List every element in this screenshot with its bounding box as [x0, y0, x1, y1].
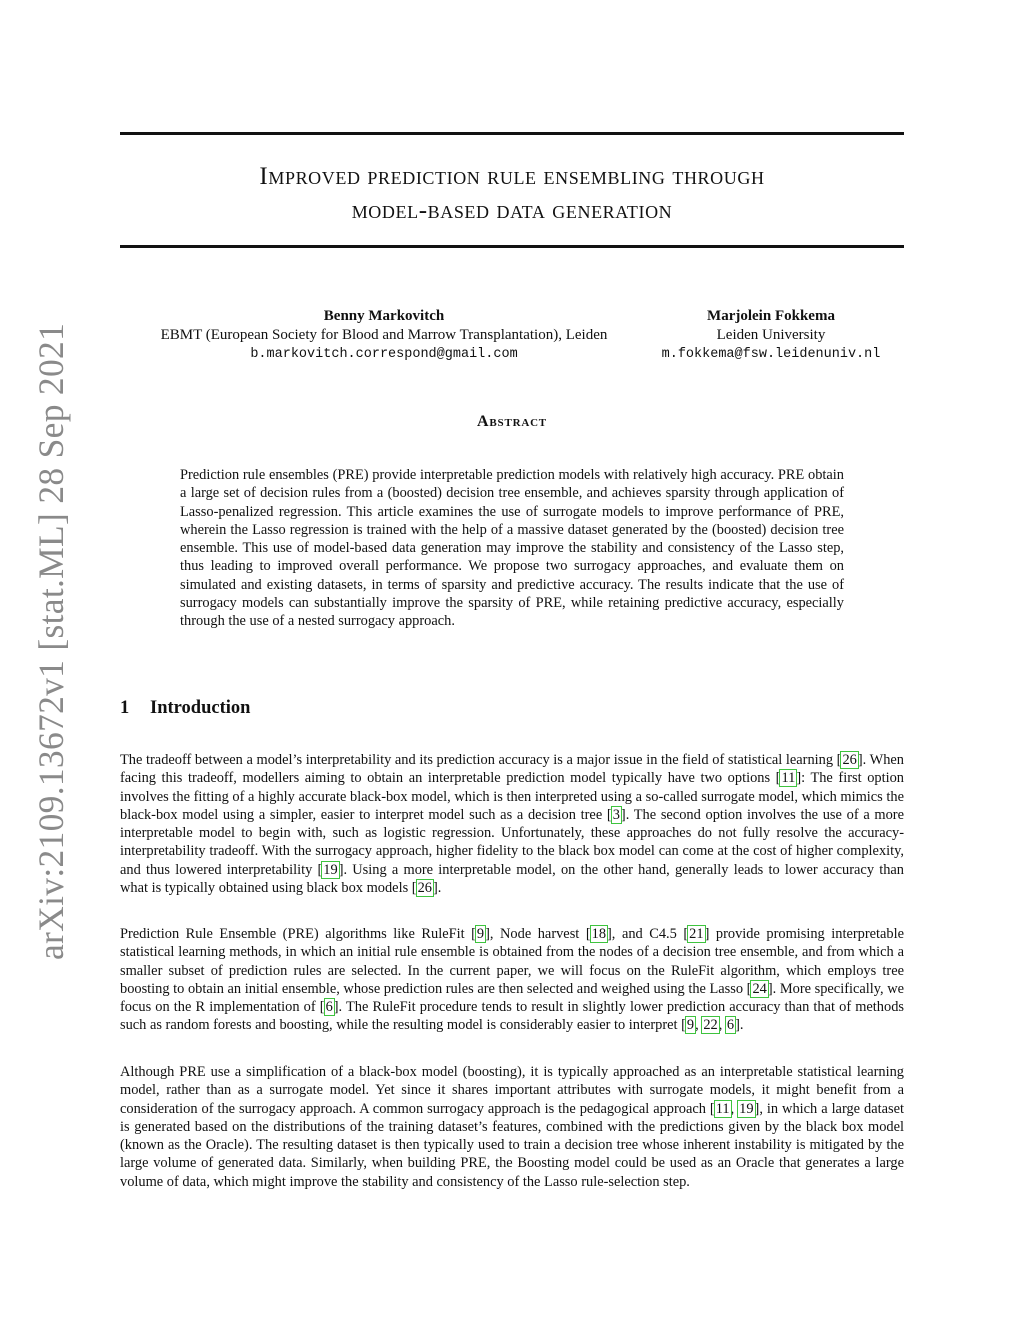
- paragraph-text: ], Node harvest [: [485, 926, 591, 942]
- section-number: 1: [120, 698, 130, 718]
- intro-paragraph-3: [120, 1063, 904, 1191]
- paragraph-text: ]: The first option involves the fitting of a highly accurate black-box model, which is then interpreted using a so-called surrogate model, which mimics the black-box model using a simpler, easier to interpret model such as a decision tree [: [120, 770, 904, 823]
- paragraph-text: ]. The RuleFit procedure tends to result in slightly lower prediction accuracy than that of methods such as random forests and boosting, while the resulting model is considerably easier to interpret [: [120, 999, 904, 1034]
- paper-title: [120, 160, 904, 228]
- author-email[interactable]: b.markovitch.correspond@gmail.com: [250, 347, 518, 362]
- section-title: Introduction: [150, 698, 251, 718]
- citation-link[interactable]: 9: [686, 1017, 695, 1034]
- paragraph-text: ]. Using a more interpretable model, on the other hand, generally leads to lower accuracy than what is typically obtained using black box models [: [120, 861, 905, 897]
- paragraph-text: ,: [730, 1100, 739, 1117]
- citation-link[interactable]: 9: [476, 926, 485, 942]
- paragraph-text: ].: [432, 880, 442, 897]
- arxiv-identifier-text: arXiv:2109.13672v1 [stat.ML] 28 Sep 2021: [31, 322, 71, 960]
- paragraph-text: Although PRE use a simplification of a black-box model (boosting), it is typically approached as an interpretable statistical learning model, rather than as a surrogate model. Yet since it shares important attributes with surrogate models, it might benefit from a consideration of the surrogacy approach. A common surrogacy approach is the pedagogical approach [: [120, 1064, 904, 1117]
- citation-link[interactable]: 11: [781, 770, 796, 787]
- citation-link[interactable]: 22: [703, 1017, 718, 1034]
- author-email[interactable]: m.fokkema@fsw.leidenuniv.nl: [661, 347, 881, 362]
- author-name: Benny Markovitch: [323, 308, 445, 324]
- paragraph-text: ,: [718, 1017, 726, 1034]
- author-name: Marjolein Fokkema: [707, 308, 835, 324]
- paragraph-text: ]. When facing this tradeoff, modellers aiming to obtain an interpretable prediction model typically have two options [: [120, 752, 904, 787]
- paragraph-text: ,: [695, 1017, 703, 1034]
- paragraph-text: ].: [735, 1017, 744, 1034]
- title-bottom-rule: [120, 245, 904, 248]
- author-block-2: [648, 307, 894, 364]
- paragraph-text: ]. The second option involves the use of a more interpretable model to begin with, such as logistic regression. Unfortunately, these approaches do not fully resolve the accuracy-interpretability tradeoff. With the surrogacy approach, higher fidelity to the black box model can come at the cost of higher complexity, and thus lowered interpretability [: [120, 806, 904, 878]
- citation-link[interactable]: 26: [842, 752, 857, 768]
- section-heading-introduction: [120, 698, 250, 719]
- citation-link[interactable]: 18: [591, 926, 607, 942]
- citation-link[interactable]: 26: [417, 880, 432, 897]
- citation-link[interactable]: 6: [325, 999, 333, 1016]
- paragraph-text: ] provide promising interpretable statistical learning methods, in which an initial rule ensemble is obtained from the nodes of a decision tree ensemble, and from which a smaller subset of prediction rules are selected. In the current paper, we will focus on the RuleFit algorithm, which employs tree boosting to obtain an initial ensemble, whose prediction rules are then selected and weighed using the Lasso [: [120, 926, 904, 997]
- abstract-text: Prediction rule ensembles (PRE) provide interpretable prediction models with relatively high accuracy. PRE obtain a large set of decision rules from a (boosted) decision tree ensemble, and achieves sparsity through application of Lasso-penalized regression. This article examines the use of surrogate models to improve performance of PRE, wherein the Lasso regression is trained with the help of a massive dataset generated by the (boosted) decision tree ensemble. This use of model-based data generation may improve the stability and consistency of the Lasso step, thus leading to improved overall performance. We propose two surrogacy approaches, and evaluate them on simulated and existing datasets, in terms of sparsity and predictive accuracy. The results indicate that the use of surrogacy models can substantially improve the sparsity of PRE, while retaining predictive accuracy, especially through the use of a nested surrogacy approach.: [180, 467, 844, 630]
- intro-paragraph-1: [120, 751, 904, 897]
- arxiv-identifier-stamp: [24, 322, 71, 960]
- paper-title-line-1: Improved prediction rule ensembling through: [259, 163, 765, 190]
- title-top-rule: [120, 132, 904, 135]
- author-affiliation: EBMT (European Society for Blood and Marrow Transplantation), Leiden: [160, 327, 608, 343]
- citation-link[interactable]: 24: [752, 980, 767, 997]
- citation-link[interactable]: 6: [726, 1017, 735, 1034]
- paragraph-text: The tradeoff between a model’s interpretability and its prediction accuracy is a major issue in the field of statistical learning [: [120, 752, 842, 768]
- author-block-1: [120, 307, 648, 364]
- paragraph-text: Prediction Rule Ensemble (PRE) algorithms like RuleFit [: [120, 926, 476, 942]
- author-affiliation: Leiden University: [716, 327, 826, 343]
- citation-link[interactable]: 21: [689, 926, 704, 942]
- citation-link[interactable]: 19: [739, 1100, 754, 1117]
- citation-link[interactable]: 19: [323, 861, 338, 878]
- abstract-heading: Abstract: [477, 413, 547, 430]
- citation-link[interactable]: 3: [612, 806, 620, 823]
- paper-title-line-2: model-based data generation: [351, 197, 673, 224]
- citation-link[interactable]: 11: [715, 1100, 730, 1117]
- paragraph-text: ], and C4.5 [: [607, 926, 689, 942]
- paragraph-text: ], in which a large dataset is generated based on the distributions of the training dataset’s features, combined with the predictions given by the black box model (known as the Oracle). The resulting dataset is then typically used to train a decision tree whose inherent instability is mitigated by the large volume of generated data. Similarly, when building PRE, the Boosting model could be used as an Oracle that generates a large volume of data, which might improve the stability and consistency of the Lasso rule-selection step.: [120, 1100, 904, 1190]
- paragraph-text: ]. More specifically, we focus on the R implementation of [: [120, 980, 904, 1016]
- intro-paragraph-2: [120, 925, 904, 1035]
